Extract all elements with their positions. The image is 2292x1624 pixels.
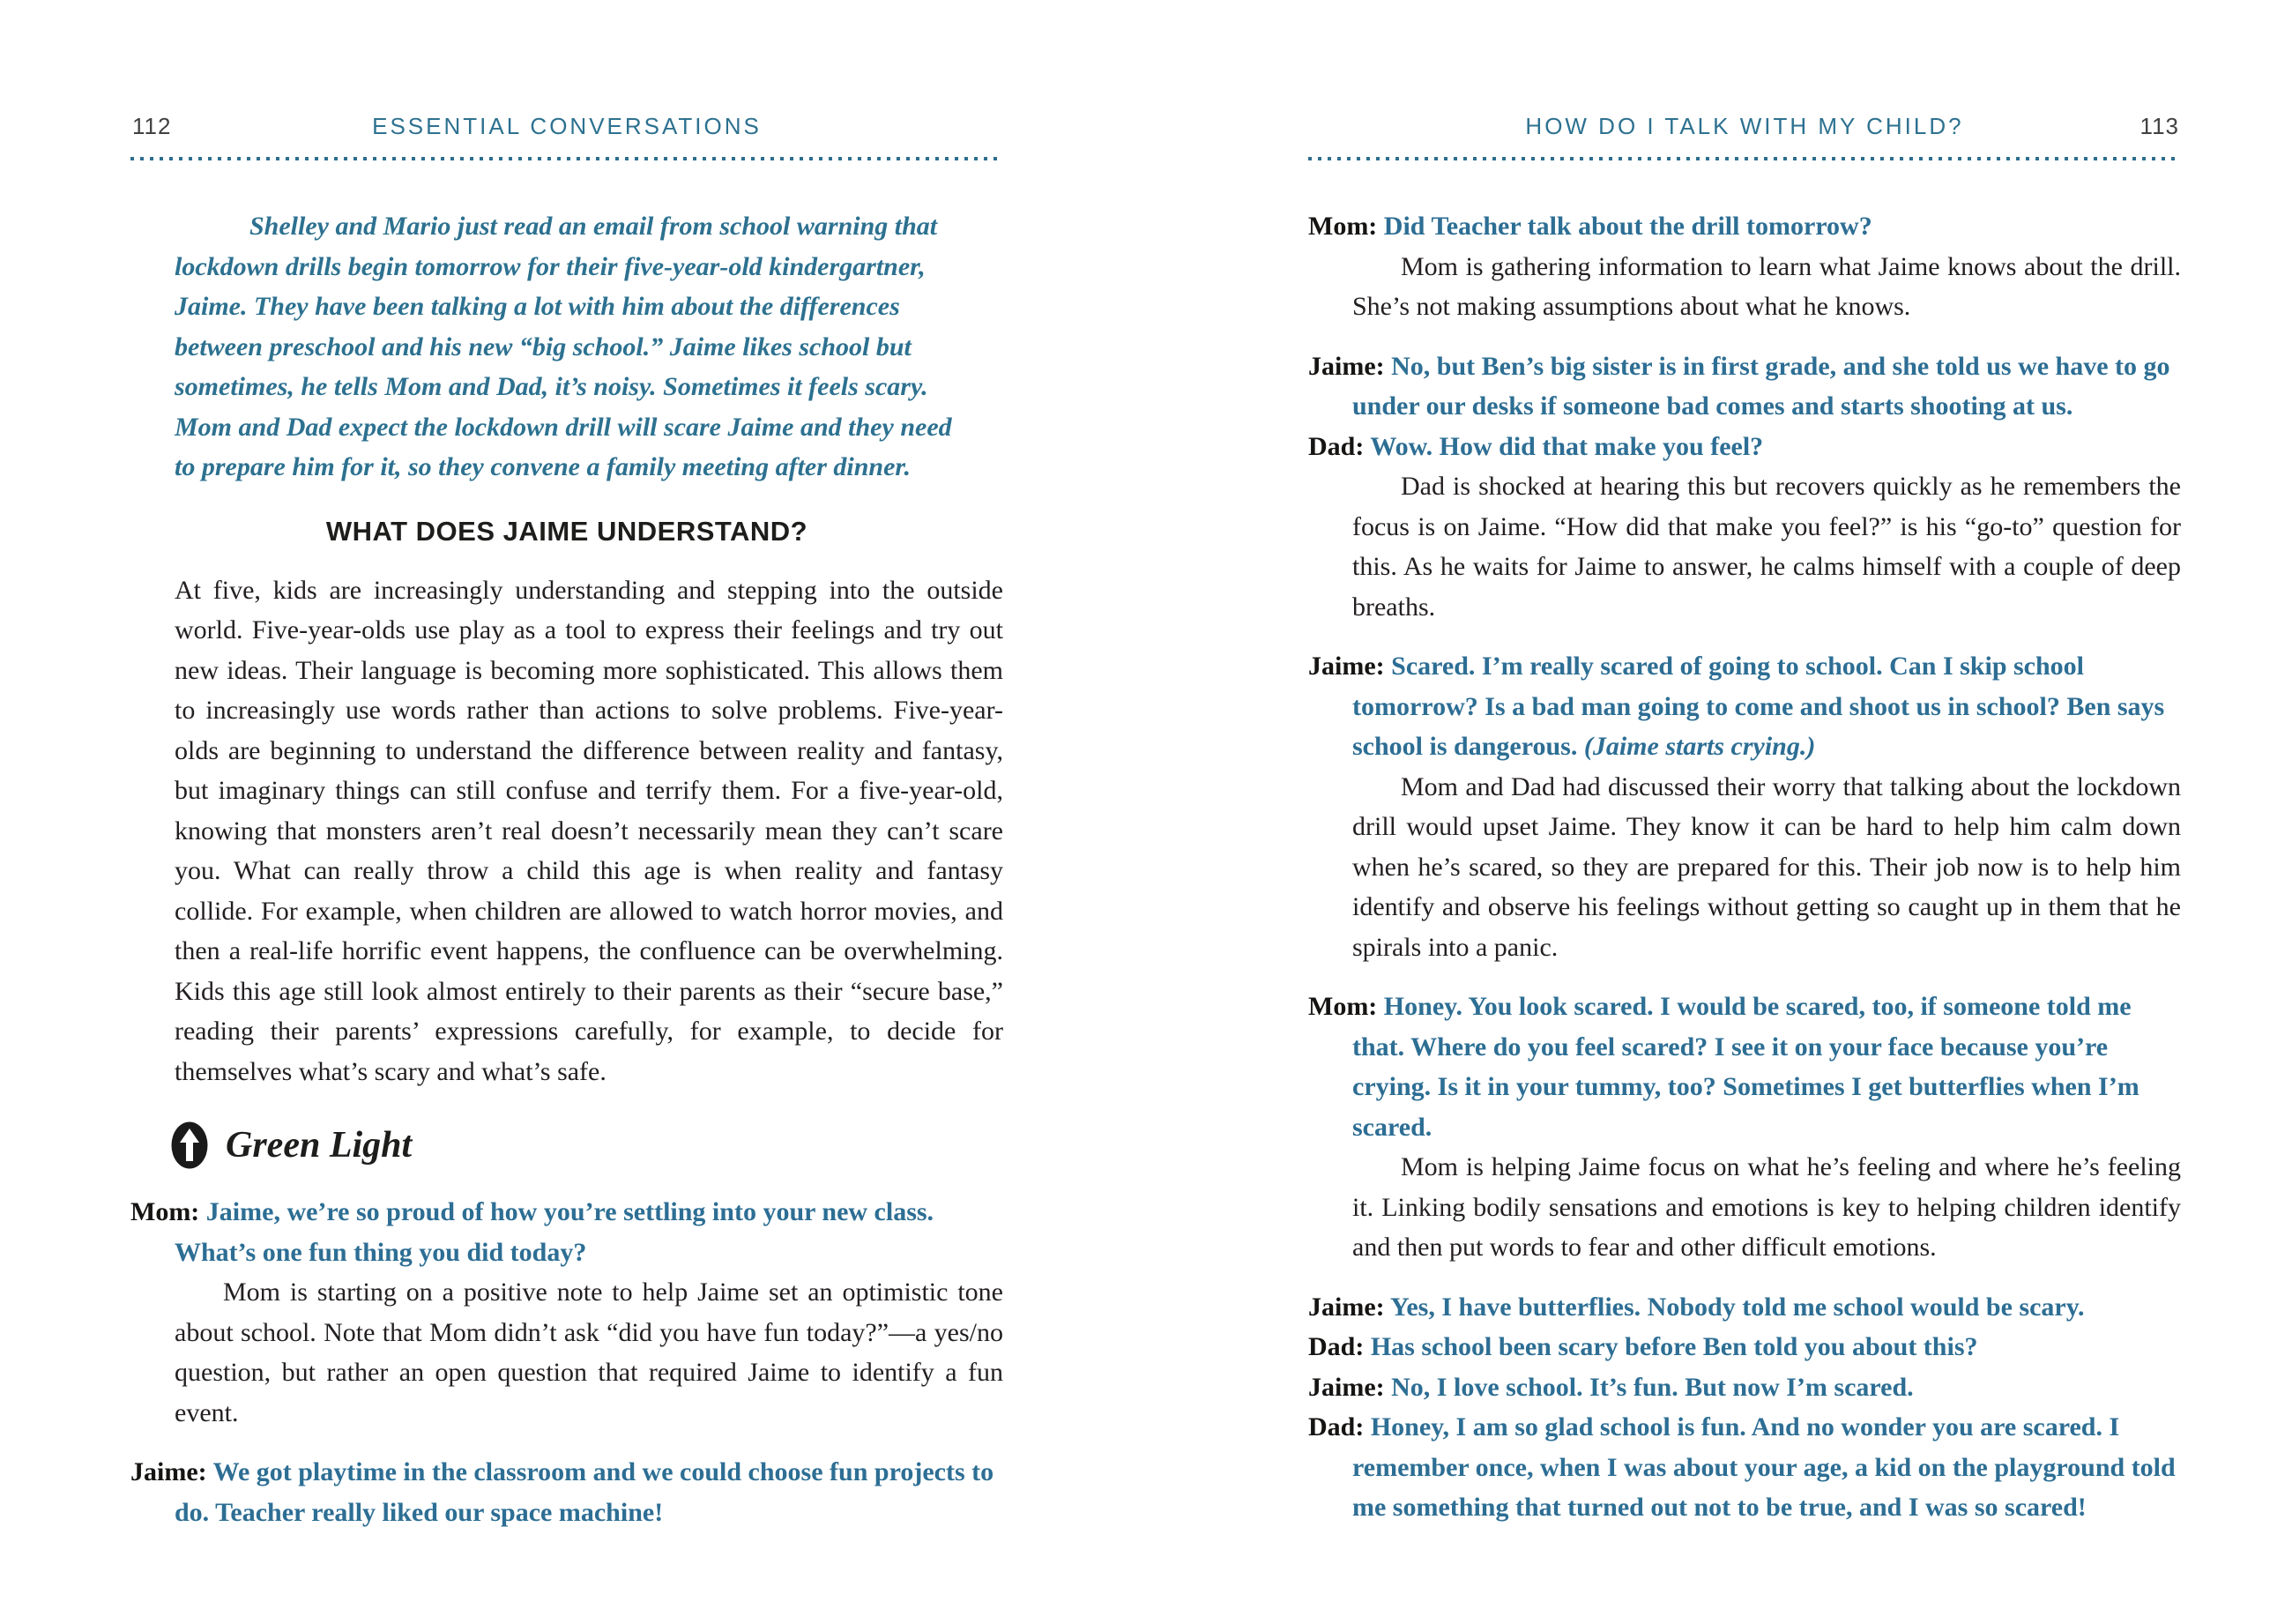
dialogue-text: Did Teacher talk about the drill tomorrow? [1383,212,1872,241]
green-light-up-arrow-icon [171,1121,208,1169]
dialogue-block [1308,987,2181,1147]
page-right [1308,0,2181,1528]
commentary-paragraph: Mom is helping Jaime focus on what he’s feeling and where he’s feeling it. Linking bodily sensations and emotions is key to helping children identify and then put words to fear and other difficult emotions. [1352,1152,2181,1262]
page-content-left [130,206,1003,1532]
running-head-title-left: ESSENTIAL CONVERSATIONS [372,113,762,139]
speaker-label: Jaime: [1308,1372,1392,1402]
speaker-label: Jaime: [1308,652,1392,681]
dotted-rule-right [1308,157,2181,160]
dialogue-text: Honey, I am so glad school is fun. And no wonder you are scared. I remember once, when I was about your age, a kid on the playground told me something that turned out not to be true, and I was so scared! [1352,1412,2176,1522]
dialogue-text: Honey. You look scared. I would be scared, too, if someone told me that. Where do you feel scared? I see it on your face because you’re crying. Is it in your tummy, too? Sometimes I get butterflies when I’m scared. [1352,992,2139,1142]
speaker-label: Mom: [1308,212,1384,241]
dialogue-text: No, I love school. It’s fun. But now I’m scared. [1391,1372,1914,1402]
dialogue-block [1308,346,2181,427]
dialogue-text: Jaime, we’re so proud of how you’re settling into your new class. What’s one fun thing you did today? [175,1197,934,1267]
speaker-label: Jaime: [130,1457,213,1486]
speaker-label: Dad: [1308,1332,1371,1361]
dialogue-block [1308,1287,2181,1328]
dialogue-text: Scared. I’m really scared of going to school. Can I skip school tomorrow? Is a bad man going to come and shoot us in school? Ben says school is dangerous. [1352,652,2165,761]
running-head-left [130,113,1003,143]
running-head-right [1308,113,2181,143]
commentary-paragraph: Mom is starting on a positive note to help Jaime set an optimistic tone about school. Note that Mom didn’t ask “did you have fun today?”—a yes/no question, but rather an open question that required Jaime to identify a fun event. [175,1278,1003,1427]
speaker-label: Dad: [1308,1412,1371,1441]
dialogue-block [1308,1407,2181,1528]
body-paragraph: At five, kids are increasingly understanding and stepping into the outside world. Five-year-olds use play as a tool to express their feelings and try out new ideas. Their language is becoming more sophisticated. This allows them to increasingly use words rather than actions to solve problems. Five-year-olds are beginning to understand the difference between reality and fantasy, but imaginary things can still confuse and terrify them. For a five-year-old, knowing that monsters aren’t real doesn’t necessarily mean they can’t scare you. What can really throw a child this age is when reality and fantasy collide. For example, when children are allowed to watch horror movies, and then a real-life horrific event happens, the confluence can be overwhelming. Kids this age still look almost entirely to their parents as their “secure base,” reading their parents’ expressions carefully, for example, to decide for themselves what’s scary and what’s safe. [175,575,1003,1086]
dialogue-text: Yes, I have butterflies. Nobody told me school would be scary. [1390,1292,2085,1322]
dotted-rule-left [130,157,1003,160]
green-light-label: Green Light [226,1125,413,1166]
dialogue-block [130,1192,1003,1272]
running-head-title-right: HOW DO I TALK WITH MY CHILD? [1525,113,1964,139]
page-number-right: 113 [2139,113,2179,139]
page-number-left: 112 [132,113,172,139]
dialogue-text: Wow. How did that make you feel? [1370,431,1764,461]
page-content-right [1308,206,2181,1528]
commentary-paragraph: Mom is gathering information to learn what Jaime knows about the drill. She’s not making assumptions about what he knows. [1352,251,2181,321]
speaker-label: Dad: [1308,431,1371,461]
dialogue-block [1308,427,2181,467]
page-left [130,0,1003,1532]
section-heading: WHAT DOES JAIME UNDERSTAND? [325,515,808,547]
speaker-label: Mom: [1308,992,1384,1021]
intro-paragraph: Shelley and Mario just read an email from school warning that lockdown drills begin tomorrow for their five-year-old kindergartner, Jaime. They have been talking a lot with him about the differences between preschool and his new “big school.” Jaime likes school but sometimes, he tells Mom and Dad, it’s noisy. Sometimes it feels scary. Mom and Dad expect the lockdown drill will scare Jaime and they need to prepare him for it, so they convene a family meeting after dinner. [175,212,952,481]
speaker-label: Mom: [130,1197,206,1226]
dialogue-text: Has school been scary before Ben told you about this? [1370,1332,1978,1361]
stage-direction: (Jaime starts crying.) [1583,732,1816,761]
dialogue-text: We got playtime in the classroom and we could choose fun projects to do. Teacher really liked our space machine! [175,1457,994,1527]
dialogue-text: No, but Ben’s big sister is in first grade, and she told us we have to go under our desks if someone bad comes and starts shooting at us. [1352,351,2170,421]
commentary-paragraph: Dad is shocked at hearing this but recovers quickly as he remembers the focus is on Jaime. “How did that make you feel?” is his “go-to” question for this. As he waits for Jaime to answer, he calms himself with a couple of deep breaths. [1352,472,2181,622]
dialogue-block [1308,206,2181,247]
commentary-paragraph: Mom and Dad had discussed their worry that talking about the lockdown drill would upset Jaime. They know it can be hard to help him calm down when he’s scared, so they are prepared for this. Their job now is to help him identify and observe his feelings without getting so caught up in them that he spirals into a panic. [1352,771,2181,962]
dialogue-block [1308,646,2181,767]
green-light-heading [171,1121,1003,1169]
dialogue-block [1308,1367,2181,1408]
dialogue-block [130,1452,1003,1532]
speaker-label: Jaime: [1308,1292,1391,1322]
dialogue-block [1308,1327,2181,1367]
speaker-label: Jaime: [1308,351,1392,381]
